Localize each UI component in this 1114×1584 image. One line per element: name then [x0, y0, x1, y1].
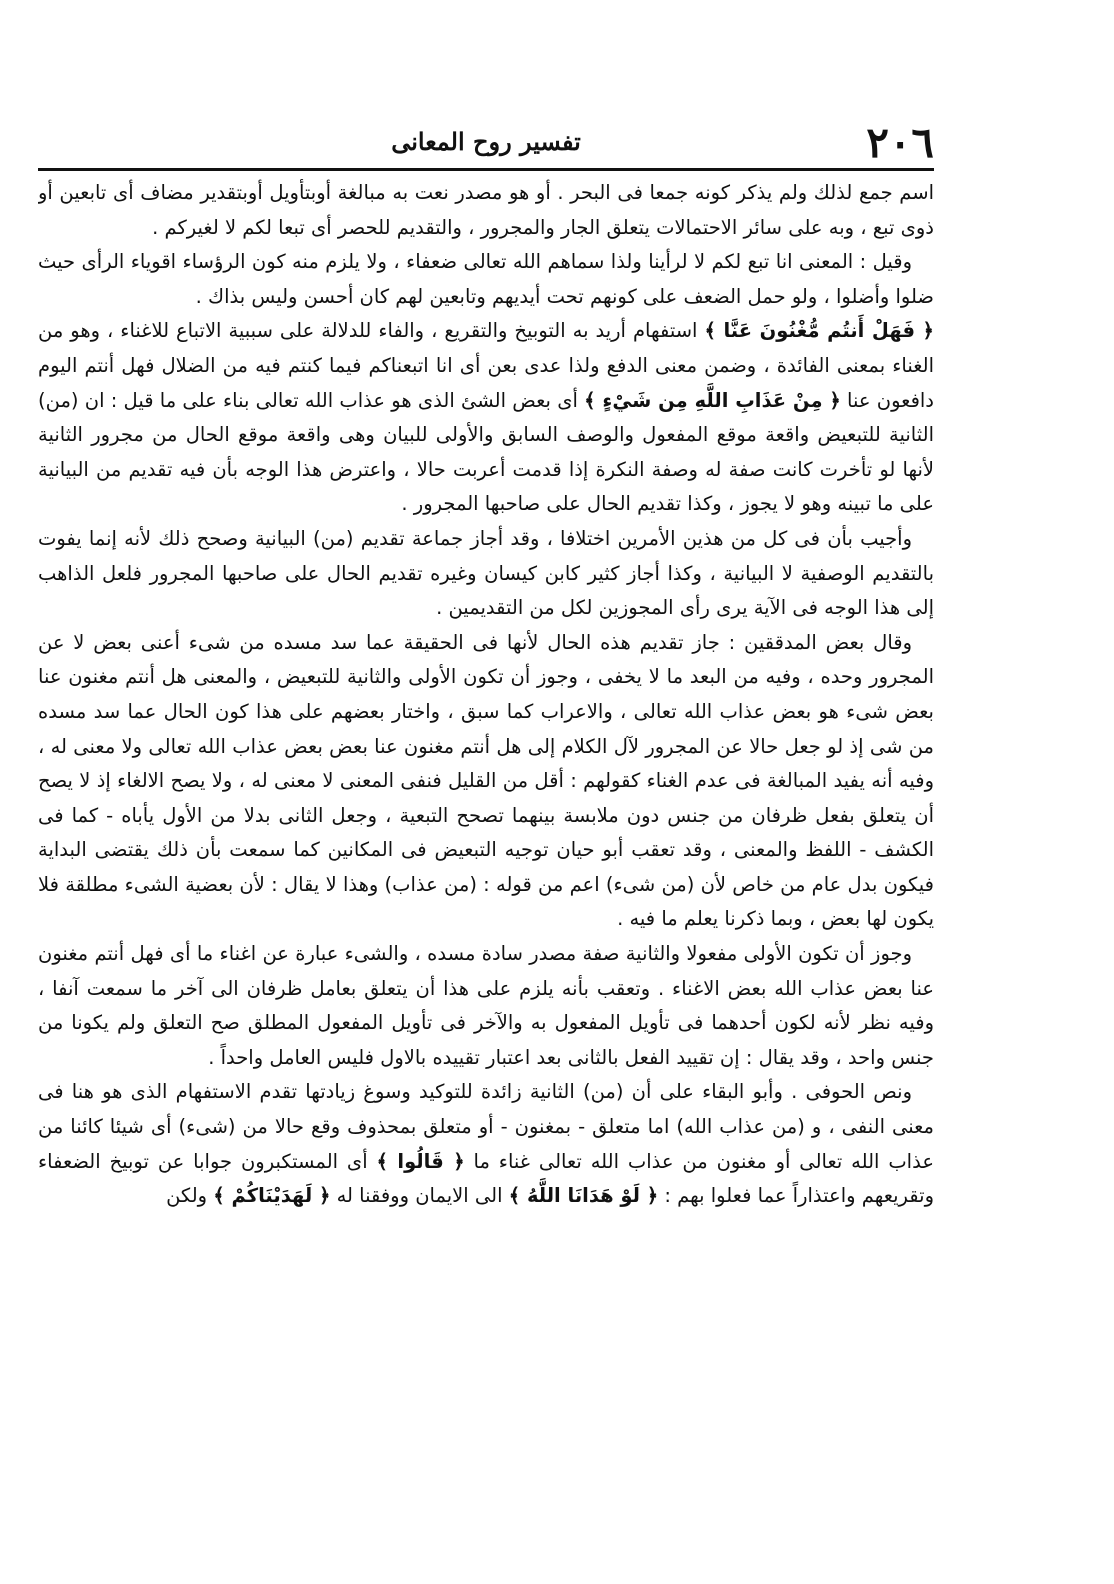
paragraph — [38, 314, 934, 522]
commentary-text: استفهام أريد به التوبيخ والتقريع ، والفاء للدلالة على سببية الاتباع للاغناء ، وهو من الغناء بمعنى الفائدة ، وضمن معنى الدفع ولذا عدى بعن أى انا اتبعناكم فيما كنتم فيه من الضلال فهل أنتم اليوم دافعون عنا — [38, 319, 934, 412]
commentary-text: وأجيب بأن فى كل من هذين الأمرين اختلافا ، وقد أجاز جماعة تقديم (من) البيانية وصحح ذلك لأنه إنما يفوت بالتقديم الوصفية لا البيانية ، وكذا أجاز كثير كابن كيسان وغيره تقديم الحال على صاحبها المجرور فلعل الذاهب إلى هذا الوجه فى الآية يرى رأى المجوزين لكل من التقديمين . — [38, 526, 934, 620]
page-header — [38, 118, 934, 174]
quran-verse: ﴿ لَوْ هَدَانَا اللَّهُ ﴾ — [508, 1184, 659, 1208]
commentary-text: ولكن — [166, 1184, 214, 1208]
main-text — [38, 176, 934, 1576]
paragraph — [38, 176, 934, 245]
paragraph — [38, 245, 934, 314]
commentary-text: اسم جمع لذلك ولم يذكر كونه جمعا فى البحر . أو هو مصدر نعت به مبالغة أوبتأويل أوبتقدير مضاف أى تابعين أو ذوى تبع ، وبه على سائر الاحتمالات يتعلق الجار والمجرور ، والتقديم للحصر أى تبعا لكم لا لغيركم . — [38, 181, 934, 239]
header-divider — [38, 168, 934, 171]
commentary-text: ونص الحوفى . وأبو البقاء على أن (من) الثانية زائدة للتوكيد وسوغ زيادتها تقدم الاستفهام الذى هو هنا فى معنى النفى ، و (من عذاب الله) اما متعلق - بمغنون - أو متعلق بمحذوف وقع حالا من (شىء) أى شيئا كائنا من عذاب الله تعالى أو مغنون من عذاب الله تعالى غناء ما — [38, 1080, 934, 1173]
commentary-text: أى بعض الشئ الذى هو عذاب الله تعالى بناء على ما قيل : ان (من) الثانية للتبعيض واقعة موقع المفعول والوصف السابق والأولى للبيان وهى واقعة موقع الحال من مجرور الثانية لأنها لو تأخرت كانت صفة له وصفة النكرة إذا قدمت أعربت حالا ، واعترض هذا الوجه بأن فيه تقديم من البيانية على ما تبينه وهو لا يجوز ، وكذا تقديم الحال على صاحبها المجرور . — [38, 388, 934, 516]
paragraph — [38, 937, 934, 1075]
running-title: تفسير روح المعانى — [391, 127, 581, 156]
quran-verse: ﴿ لَهَدَيْنَاكُمْ ﴾ — [213, 1184, 331, 1208]
paragraph — [38, 1075, 934, 1213]
commentary-text: وجوز أن تكون الأولى مفعولا والثانية صفة مصدر سادة مسده ، والشىء عبارة عن اغناء ما أى فهل أنتم مغنون عنا بعض عذاب الله بعض الاغناء . وتعقب بأنه يلزم على هذا أن يتعلق بعامل ظرفان الى آخر ما سمعت آنفا ، وفيه نظر لأنه لكون أحدهما فى تأويل المفعول به والآخر فى تأويل المفعول المطلق صح التعلق ولم يكونا من جنس واحد ، وقد يقال : إن تقييد الفعل بالثانى بعد اعتبار تقييده بالاول فليس العامل واحداً . — [38, 942, 934, 1069]
paragraph — [38, 522, 934, 626]
quran-verse: ﴿ قَالُوا ﴾ — [376, 1149, 465, 1173]
commentary-text: الى الايمان ووفقنا له — [330, 1184, 509, 1208]
quran-verse: ﴿ فَهَلْ أَنتُم مُّغْنُونَ عَنَّا ﴾ — [704, 319, 934, 343]
paragraph — [38, 626, 934, 937]
commentary-text: أى المستكبرون جوابا عن توبيخ الضعفاء وتقريعهم واعتذاراً عما فعلوا بهم : — [38, 1149, 934, 1208]
commentary-text: وقيل : المعنى انا تبع لكم لا لرأينا ولذا سماهم الله تعالى ضعفاء ، ولا يلزم منه كون الرؤساء اقوياء الرأى حيث ضلوا وأضلوا ، ولو حمل الضعف على كونهم تحت أيديهم وتابعين لهم كان أحسن وليس بذاك . — [38, 250, 934, 308]
page-number: ٢٠٦ — [866, 118, 934, 167]
quran-verse: ﴿ مِنْ عَذَابِ اللَّهِ مِن شَيْءٍ ﴾ — [584, 388, 841, 412]
commentary-text: وقال بعض المدققين : جاز تقديم هذه الحال لأنها فى الحقيقة عما سد مسده من شىء أعنى بعض لا عن المجرور وحده ، وفيه من البعد ما لا يخفى ، وجوز أن تكون الأولى والثانية للتبعيض ، والمعنى هل أنتم مغنون عنا بعض شىء هو بعض عذاب الله تعالى ، والاعراب كما سبق ، واختار بعضهم على هذا كون الحال عما سد مسده من شى إذ لو جعل حالا عن المجرور لآل الكلام إلى هل أنتم مغنون عنا بعض بعض عذاب الله تعالى ولا معنى له ، وفيه أنه يفيد المبالغة فى عدم الغناء كقولهم : أقل من القليل فنفى المعنى لا معنى له ، ولا يصح الالغاء إذ لا يصح أن يتعلق بفعل ظرفان من جنس دون ملابسة بينهما تصحح التبعية ، وجعل الثانى بدلا من الأول يأباه - كما فى الكشف - اللفظ والمعنى ، وقد تعقب أبو حيان توجيه التبعيض فى المكانين كما سمعت بأن ذلك يقتضى البداية فيكون بدل عام من خاص لأن (من شىء) اعم من قوله : (من عذاب) وهذا لا يقال : لأن بعضية الشىء مطلقة فلا يكون لها بعض ، وبما ذكرنا يعلم ما فيه . — [38, 630, 934, 931]
